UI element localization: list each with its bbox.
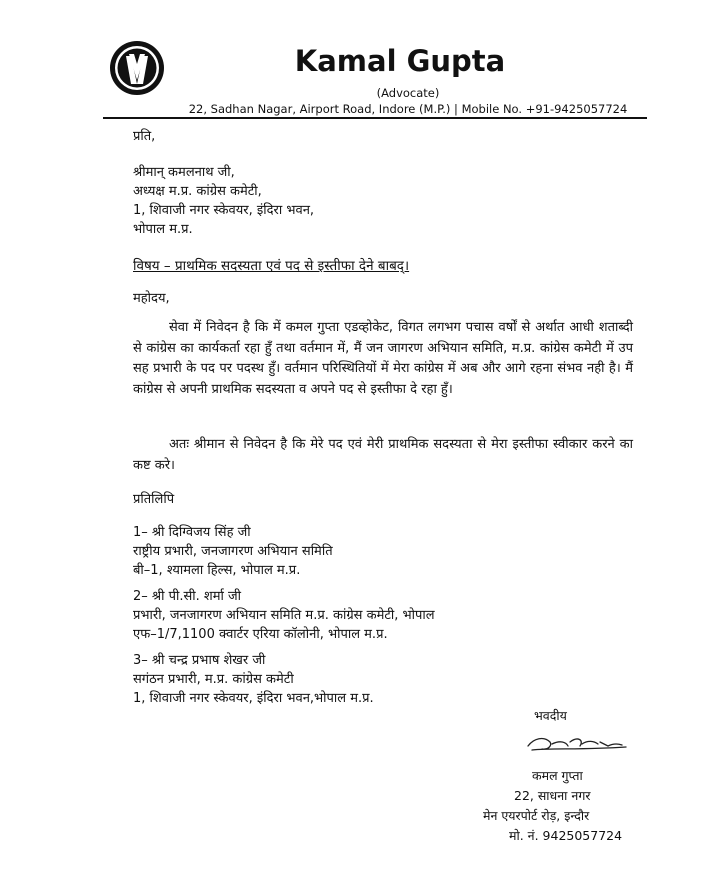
cc-address: 1, शिवाजी नगर स्केवयर, इंदिरा भवन,भोपाल म.प्र. <box>133 691 374 706</box>
signature-icon <box>522 728 632 758</box>
salutation-to: प्रति, <box>133 129 156 144</box>
recipient-block <box>133 163 314 239</box>
header-divider <box>103 117 647 119</box>
greeting: महोदय, <box>133 291 170 306</box>
cc-name: 2– श्री पी.सी. शर्मा जी <box>133 589 242 604</box>
cc-designation: प्रभारी, जनजागरण अभियान समिति म.प्र. कांग्रेस कमेटी, भोपाल <box>133 608 435 623</box>
cc-designation: सगंठन प्रभारी, म.प्र. कांग्रेस कमेटी <box>133 672 294 687</box>
letterhead-name: Kamal Gupta <box>294 44 506 78</box>
recipient-line: श्रीमान् कमलनाथ जी, <box>133 165 235 180</box>
recipient-line: 1, शिवाजी नगर स्केवयर, इंदिरा भवन, <box>133 203 315 218</box>
cc-address: एफ–1/7,1100 क्वार्टर एरिया कॉलोनी, भोपाल म.प्र. <box>133 627 388 642</box>
sender-address-2: मेन एयरपोर्ट रोड़, इन्दौर <box>483 808 590 823</box>
cc-heading: प्रतिलिपि <box>133 492 175 507</box>
sender-name: कमल गुप्ता <box>532 768 583 783</box>
cc-designation: राष्ट्रीय प्रभारी, जनजागरण अभियान समिति <box>133 544 333 559</box>
body-paragraph: अतः श्रीमान से निवेदन है कि मेरे पद एवं मेरी प्राथमिक सदस्यता से मेरा इस्तीफा स्वीकार करने का कष्ट करे। <box>133 437 633 473</box>
closing: भवदीय <box>534 708 567 723</box>
cc-entry <box>133 587 435 644</box>
sender-phone: मो. नं. 9425057724 <box>509 828 623 843</box>
cc-address: बी–1, श्यामला हिल्स, भोपाल म.प्र. <box>133 563 301 578</box>
sender-address-1: 22, साधना नगर <box>514 788 591 803</box>
recipient-line: भोपाल म.प्र. <box>133 222 193 237</box>
body-paragraph: सेवा में निवेदन है कि में कमल गुप्ता एडव्होकेट, विगत लगभग पचास वर्षों से अर्थात आधी शताब्दी से कांग्रेस का कार्यकर्ता रहा हुँ तथा वर्तमान में, मैं जन जागरण अभियान समिति, म.प्र. कांग्रेस कमेटी में उप सह प्रभारी के पद पर पदस्थ हुँ। वर्तमान परिस्थितियों में मेरा कांग्रेस में अब और आगे रहना संभव नही है। मैं कांग्रेस से अपनी प्राथमिक सदस्यता व अपने पद से इस्तीफा दे रहा हुँ। <box>133 320 633 397</box>
letterhead-title: (Advocate) <box>376 86 440 100</box>
recipient-line: अध्यक्ष म.प्र. कांग्रेस कमेटी, <box>133 184 262 199</box>
letter-subject: विषय – प्राथमिक सदस्यता एवं पद से इस्तीफा देने बाबद्। <box>133 258 410 274</box>
letterhead-address: 22, Sadhan Nagar, Airport Road, Indore (M.P.) | Mobile No. +91-9425057724 <box>188 102 628 116</box>
cc-entry <box>133 523 333 580</box>
cc-name: 3– श्री चन्द्र प्रभाष शेखर जी <box>133 653 266 668</box>
cc-entry <box>133 651 374 708</box>
cc-name: 1– श्री दिग्विजय सिंह जी <box>133 525 251 540</box>
